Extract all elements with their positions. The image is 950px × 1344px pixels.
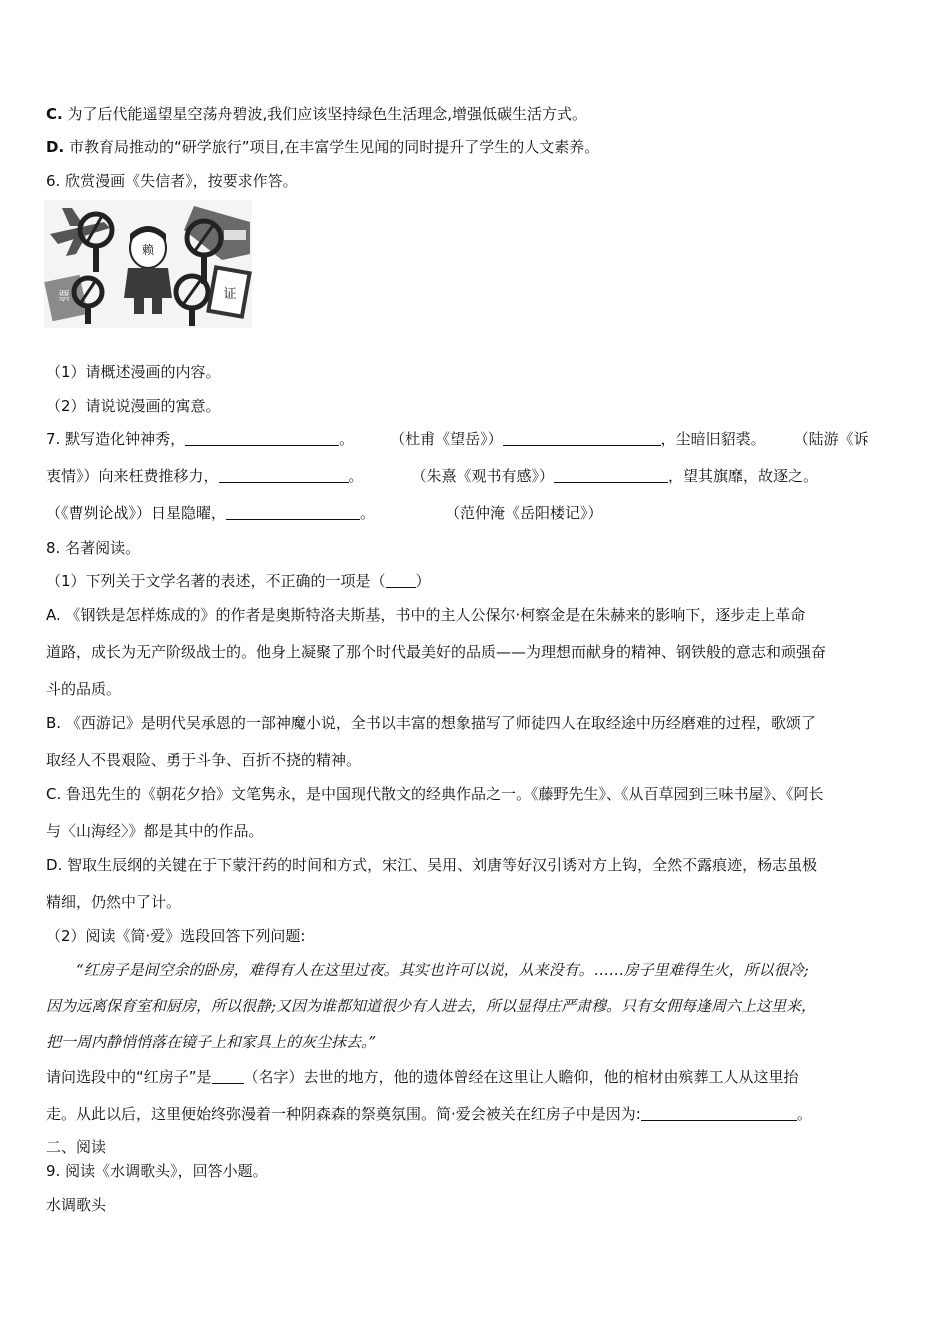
q7-p5: （陆游《诉 <box>793 430 869 448</box>
q8-option-a-line3: 斗的品质。 <box>46 680 122 698</box>
q8-name-blank[interactable] <box>212 1067 244 1084</box>
option-d-text: 市教育局推动的“研学旅行”项目,在丰富学生见闻的同时提升了学生的人文素养。 <box>68 138 600 156</box>
cartoon-char-left: 票 <box>57 289 71 303</box>
option-c-text: 为了后代能遥望星空荡舟碧波,我们应该坚持绿色生活理念,增强低碳生活方式。 <box>67 105 588 123</box>
q8-option-b-line1: B. 《西游记》是明代吴承恩的一部神魔小说，全书以丰富的想象描写了师徒四人在取经途中历经磨难的过程，歌颂了 <box>46 714 816 732</box>
cartoon-char-center: 赖 <box>141 243 155 257</box>
q8-answer-blank[interactable] <box>386 571 416 588</box>
q7-p1: 7. 默写造化钟神秀， <box>46 430 186 448</box>
q8-ask1-text: 请问选段中的“红房子”是 <box>46 1068 212 1086</box>
q7-p8: （朱熹《观书有感》） <box>411 467 555 485</box>
q7-p6: 衷情》）向来枉费推移力， <box>46 467 219 485</box>
q7-p3: （杜甫《望岳》） <box>390 430 503 448</box>
q7-p11: 。 <box>360 504 376 522</box>
q7-blank-5[interactable] <box>226 503 360 520</box>
cartoon-char-right: 证 <box>223 287 237 302</box>
q6-sub2: （2）请说说漫画的寓意。 <box>46 397 221 415</box>
q8-sub1-close: ） <box>415 572 431 590</box>
q7-p9: ，望其旗靡，故逐之。 <box>668 467 819 485</box>
q8-ask2-text: 走。从此以后，这里便始终弥漫着一种阴森森的祭奠氛围。简·爱会被关在红房子中是因为: <box>46 1105 641 1123</box>
q7-line3 <box>46 503 603 523</box>
q8-sub1-text: （1）下列关于文学名著的表述，不正确的一项是（ <box>46 572 386 590</box>
q6-sub1: （1）请概述漫画的内容。 <box>46 363 221 381</box>
q7-blank-3[interactable] <box>219 466 349 483</box>
q8-ask1-rest: （名字）去世的地方，他的遗体曾经在这里让人瞻仰，他的棺材由殡葬工人从这里抬 <box>243 1068 799 1086</box>
q7-p10: （《曹刿论战》）日星隐曜， <box>46 504 227 522</box>
q8-sub1 <box>46 571 431 591</box>
q8-ask2-end: 。 <box>796 1105 812 1123</box>
q8-option-a-line2: 道路，成长为无产阶级战士的。他身上凝聚了那个时代最美好的品质——为理想而献身的精神、钢铁般的意志和顽强奋 <box>46 643 827 661</box>
section-heading: 二、阅读 <box>46 1138 107 1156</box>
q8-ask-line1 <box>46 1067 799 1087</box>
q7-blank-1[interactable] <box>185 429 339 446</box>
jane-eyre-quote-line3: 把一周内静悄悄落在镜子上和家具上的灰尘抹去。” <box>46 1033 377 1051</box>
q8-sub2: （2）阅读《简·爱》选段回答下列问题: <box>46 927 306 945</box>
q6-stem: 6. 欣赏漫画《失信者》，按要求作答。 <box>46 172 298 190</box>
cartoon-image <box>44 200 252 328</box>
option-c <box>46 104 587 124</box>
jane-eyre-quote-line2: 因为远离保育室和厨房，所以很静;又因为谁都知道很少有人进去，所以显得庄严肃穆。只有女佣每逢周六上这里来， <box>46 997 817 1015</box>
q8-option-a-line1: A. 《钢铁是怎样炼成的》的作者是奥斯特洛夫斯基，书中的主人公保尔·柯察金是在朱赫来的影响下，逐步走上革命 <box>46 606 806 624</box>
poem-title: 水调歌头 <box>46 1196 107 1214</box>
q9-stem: 9. 阅读《水调歌头》，回答小题。 <box>46 1162 268 1180</box>
q7-p7: 。 <box>348 467 364 485</box>
q8-option-d-line2: 精细，仍然中了计。 <box>46 893 182 911</box>
q7-line2 <box>46 466 818 486</box>
q8-option-c-line1: C. 鲁迅先生的《朝花夕拾》文笔隽永，是中国现代散文的经典作品之一。《藤野先生》、《从百草园到三味书屋》、《阿长 <box>46 785 824 803</box>
q8-ask-line2 <box>46 1104 812 1124</box>
q8-option-c-line2: 与〈山海经〉》都是其中的作品。 <box>46 822 264 840</box>
q7-p2: 。 <box>339 430 355 448</box>
q8-option-d-line1: D. 智取生辰纲的关键在于下蒙汗药的时间和方式，宋江、吴用、刘唐等好汉引诱对方上钩，全然不露痕迹，杨志虽极 <box>46 856 818 874</box>
option-d-letter: D. <box>46 138 65 156</box>
q7-blank-4[interactable] <box>554 466 668 483</box>
q7-line1 <box>46 429 869 449</box>
q7-p4: ，尘暗旧貂裘。 <box>660 430 766 448</box>
q8-option-b-line2: 取经人不畏艰险、勇于斗争、百折不挠的精神。 <box>46 751 362 769</box>
option-d <box>46 137 599 157</box>
q7-p12: （范仲淹《岳阳楼记》） <box>445 504 603 522</box>
q8-reason-blank[interactable] <box>641 1104 797 1121</box>
q8-stem: 8. 名著阅读。 <box>46 539 141 557</box>
q7-blank-2[interactable] <box>503 429 661 446</box>
option-c-letter: C. <box>46 105 63 123</box>
jane-eyre-quote-line1: “红房子是间空余的卧房，难得有人在这里过夜。其实也许可以说，从来没有。……房子里难得生火，所以很冷; <box>76 961 809 979</box>
